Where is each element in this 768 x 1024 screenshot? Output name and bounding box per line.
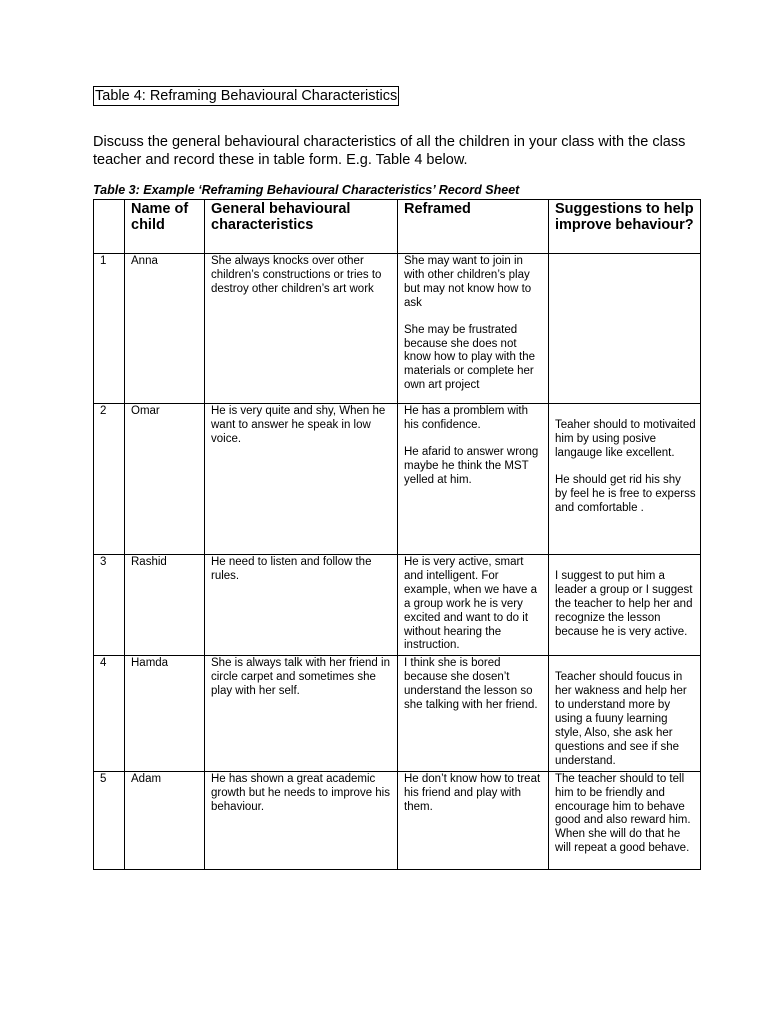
table-row [94,254,701,404]
caption-prefix: Table 3: Example ‘ [93,183,202,197]
general-characteristics: He need to listen and follow the rules. [205,555,398,656]
general-characteristics: She is always talk with her friend in circle carpet and sometimes she play with her self. [205,656,398,771]
reframed-cell [398,771,549,869]
general-characteristics: He has shown a great academic growth but he needs to improve his behaviour. [205,771,398,869]
child-name: Anna [125,254,205,404]
suggestions-cell [549,254,701,404]
suggestion-text: Teacher should foucus in her wakness and help her to understand more by using a fuuny learning style, Also, she ask her questions and see if she understand. [555,671,687,767]
reframed-cell [398,404,549,555]
suggestions-cell [549,555,701,656]
header-suggestions: Suggestions to help improve behaviour? [549,200,701,254]
reframed-text: She may be frustrated because she does not know how to play with the materials or complete her own art project [404,323,536,392]
header-name: Name of child [125,200,205,254]
header-number [94,200,125,254]
suggestions-cell [549,404,701,555]
row-number: 4 [94,656,125,771]
table-row [94,656,701,771]
document-heading: Table 4: Reframing Behavioural Characteristics [95,88,398,104]
suggestion-text: I suggest to put him a leader a group or I suggest the teacher to help her and recognize the lesson because he is very active. [555,570,693,638]
reframed-text: I think she is bored because she dosen’t understand the lesson so she talking with her friend. [404,657,538,712]
reframed-text: He has a promblem with his confidence. [404,405,528,431]
table-row [94,404,701,555]
caption-emphasis: Reframing Behavioural Characteristics [201,183,433,197]
child-name: Adam [125,771,205,869]
child-name: Omar [125,404,205,555]
reframed-text: He don’t know how to treat his friend and play with them. [404,772,541,813]
suggestion-text: The teacher should to tell him to be friendly and encourage him to behave good and also reward him. When she will do that he will repeat a good behave. [555,772,691,855]
suggestion-text: Teaher should to motivaited him by using posive langauge like excellent. [555,419,696,459]
reframed-text: He is very active, smart and intelligent. For example, when we have a a group work he is very excited and want to do it without hearing the instruction. [404,556,537,652]
reframed-text: He afarid to answer wrong maybe he think the MST yelled at him. [404,445,539,486]
suggestions-cell [549,771,701,869]
row-number: 5 [94,771,125,869]
suggestion-text: He should get rid his shy by feel he is free to experss and comfortable . [555,473,696,514]
row-number: 1 [94,254,125,404]
intro-paragraph: Discuss the general behavioural characteristics of all the children in your class with the class teacher and record these in table form. E.g. Table 4 below. [93,134,686,168]
row-number: 3 [94,555,125,656]
suggestions-cell [549,656,701,771]
header-general: General behavioural characteristics [205,200,398,254]
table-row [94,771,701,869]
reframed-cell [398,254,549,404]
table-row [94,555,701,656]
child-name: Hamda [125,656,205,771]
caption-suffix: ’ Record Sheet [432,183,520,197]
table-header-row [94,200,701,254]
general-characteristics: She always knocks over other children’s constructions or tries to destroy other children’s art work [205,254,398,404]
header-reframed: Reframed [398,200,549,254]
child-name: Rashid [125,555,205,656]
table-caption [93,183,519,198]
record-sheet-table [93,199,701,870]
reframed-cell [398,555,549,656]
general-characteristics: He is very quite and shy, When he want to answer he speak in low voice. [205,404,398,555]
reframed-cell [398,656,549,771]
reframed-text: She may want to join in with other children’s play but may not know how to ask [404,255,532,309]
row-number: 2 [94,404,125,555]
